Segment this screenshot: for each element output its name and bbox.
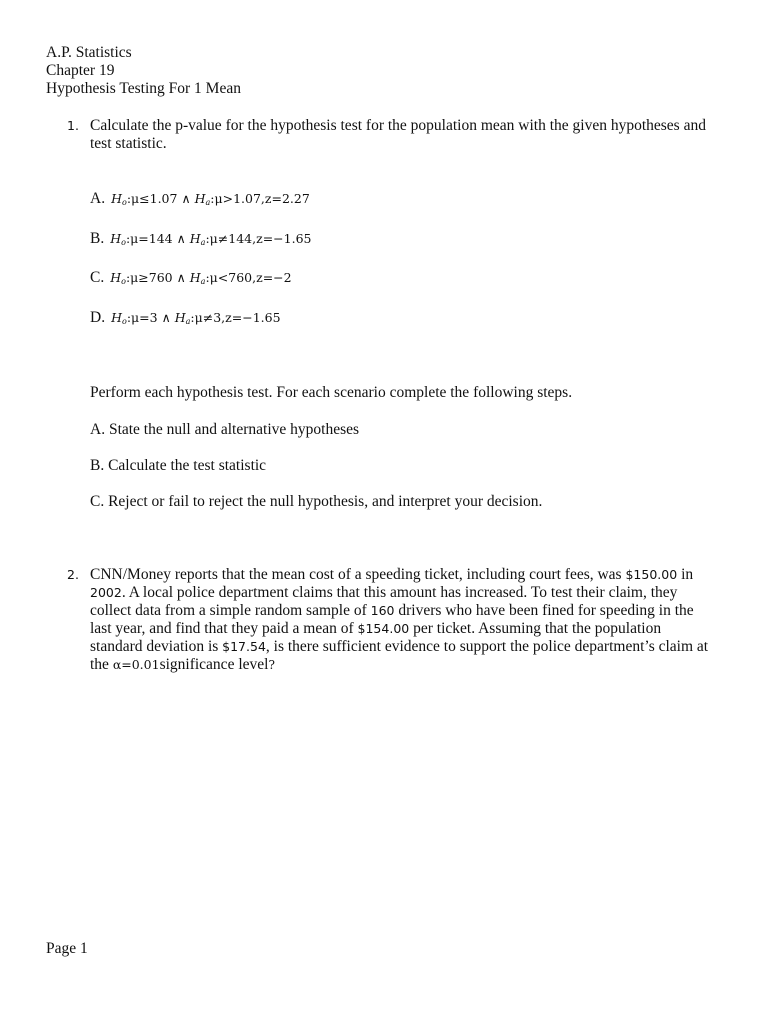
steps-intro: Perform each hypothesis test. For each scenario complete the following steps. — [90, 384, 573, 401]
step-b: B. Calculate the test statistic — [90, 457, 267, 474]
hypotheses-formula: $H_o:\mu=3$ ∧ $H_a:\mu\ne 3,z=-1.65$ — [111, 310, 281, 326]
step-a: A. State the null and alternative hypotheses — [90, 421, 360, 438]
question-1-part-a — [90, 190, 310, 208]
chapter-title: Chapter 19 — [46, 62, 115, 79]
part-label: A. — [90, 190, 106, 207]
question-number: 2. — [67, 567, 79, 582]
question-1 — [67, 117, 707, 153]
question-1-part-b — [90, 230, 311, 248]
part-label: B. — [90, 230, 105, 247]
hypotheses-formula: $H_o:\mu\ge 760$ ∧ $H_a:\mu<760,z=-2$ — [110, 270, 292, 286]
part-label: C. — [90, 269, 105, 286]
document-header — [46, 44, 241, 98]
hypotheses-formula: $H_o:\mu\le 1.07$ ∧ $H_a:\mu>1.07,z=2.27$ — [111, 191, 310, 207]
step-c: C. Reject or fail to reject the null hypothesis, and interpret your decision. — [90, 493, 543, 510]
question-1-part-c — [90, 269, 292, 287]
hypotheses-formula: $H_o:\mu=144$ ∧ $H_a:\mu\ne 144,z=-1.65$ — [110, 231, 312, 247]
course-title: A.P. Statistics — [46, 44, 132, 61]
question-1-part-d — [90, 309, 281, 327]
question-number: 1. — [67, 118, 79, 133]
topic-title: Hypothesis Testing For 1 Mean — [46, 80, 241, 97]
question-text: CNN/Money reports that the mean cost of a speeding ticket, including court fees, was $150.00 in 2002. A local police department claims that this amount has increased. To test their claim, they collect data from a simple random sample of 160 drivers who have been fined for speeding in the last year, and find that they paid a mean of $154.00 per ticket. Assuming that the population standard deviation is $17.54, is there sufficient evidence to support the police department’s claim at the α=0.01significance level? — [90, 566, 709, 673]
alpha-formula: α=0.01 — [112, 657, 160, 672]
question-text: Calculate the p-value for the hypothesis test for the population mean with the given hypotheses and test statistic. — [90, 117, 706, 152]
question-2 — [67, 566, 717, 674]
page-number: Page 1 — [46, 940, 88, 957]
part-label: D. — [90, 309, 106, 326]
